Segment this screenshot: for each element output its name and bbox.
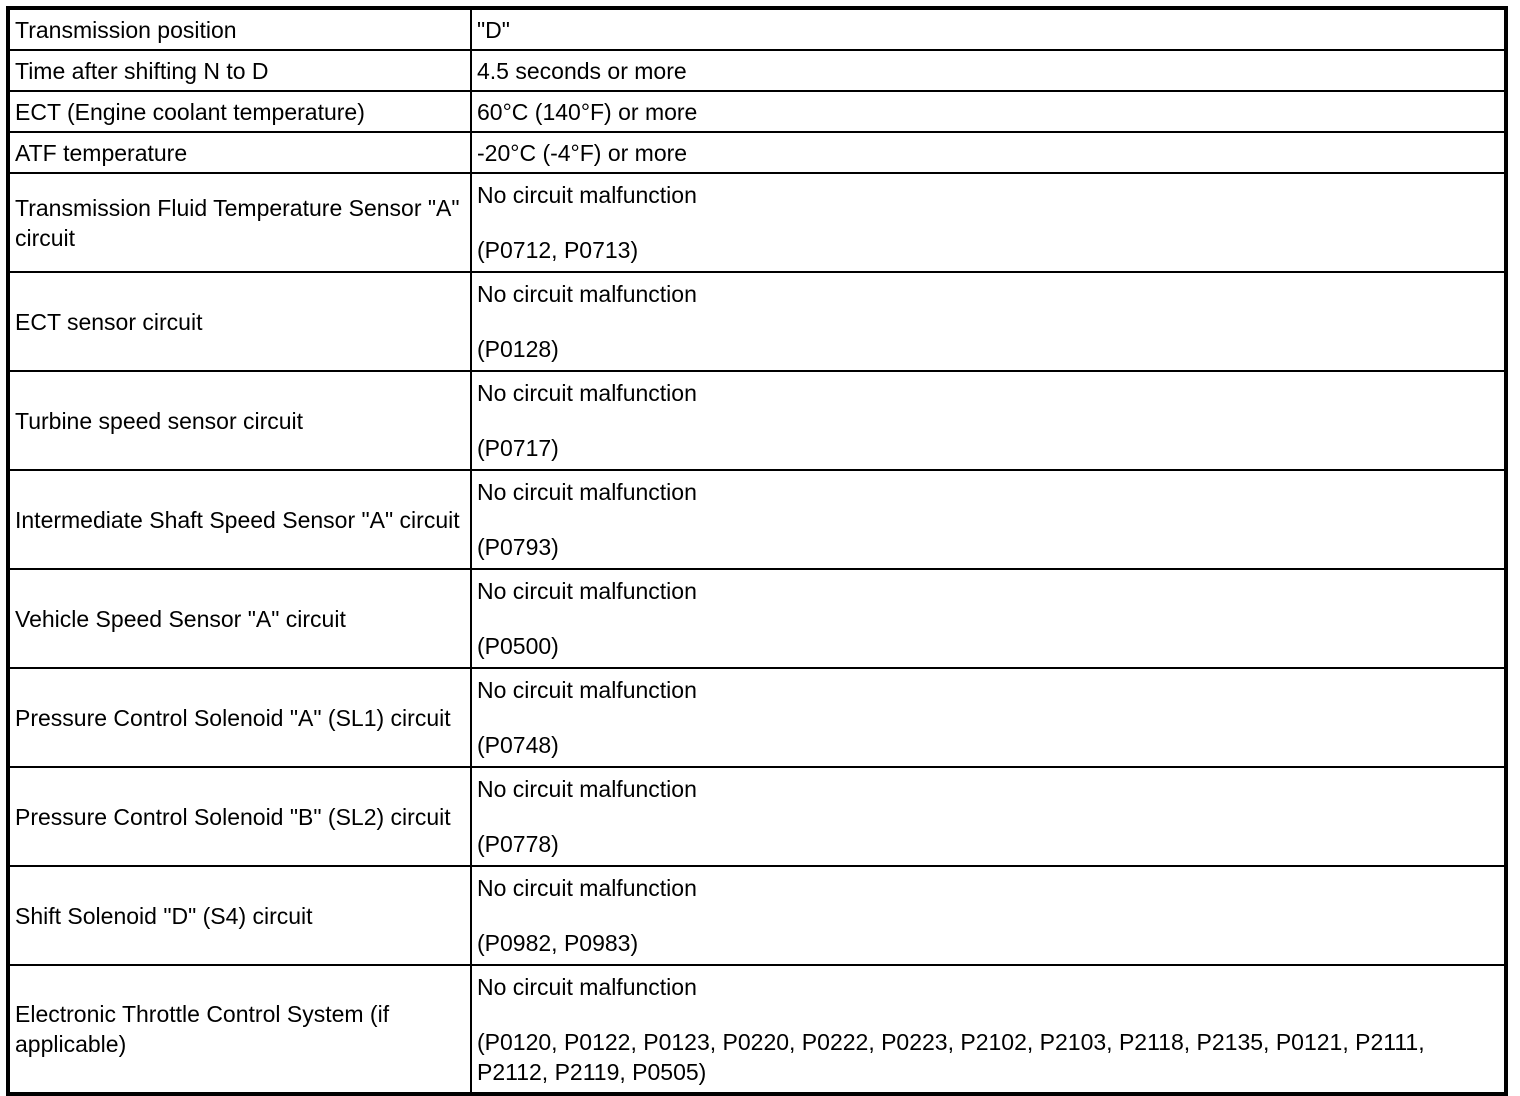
condition-text: No circuit malfunction — [477, 281, 697, 307]
dtc-codes: (P0128) — [477, 336, 559, 362]
condition-cell — [471, 668, 1506, 767]
table-row — [8, 91, 1506, 132]
dtc-codes: (P0120, P0122, P0123, P0220, P0222, P0223, P2102, P2103, P2118, P2135, P0121, P2111, P2112, P2119, P0505) — [477, 1029, 1425, 1085]
table-row — [8, 50, 1506, 91]
condition-cell — [471, 569, 1506, 668]
conditions-table — [6, 6, 1508, 1096]
table-row — [8, 767, 1506, 866]
parameter-cell: Time after shifting N to D — [8, 50, 471, 91]
condition-text: No circuit malfunction — [477, 677, 697, 703]
table-row — [8, 668, 1506, 767]
dtc-codes: (P0500) — [477, 633, 559, 659]
dtc-codes: (P0982, P0983) — [477, 930, 639, 956]
condition-cell — [471, 173, 1506, 272]
table-row — [8, 272, 1506, 371]
table-row — [8, 965, 1506, 1094]
table-row — [8, 470, 1506, 569]
parameter-cell: Pressure Control Solenoid "B" (SL2) circuit — [8, 767, 471, 866]
parameter-cell: Shift Solenoid "D" (S4) circuit — [8, 866, 471, 965]
condition-cell: -20°C (-4°F) or more — [471, 132, 1506, 173]
table-row — [8, 132, 1506, 173]
parameter-cell: Transmission position — [8, 8, 471, 50]
condition-cell: 60°C (140°F) or more — [471, 91, 1506, 132]
condition-cell — [471, 866, 1506, 965]
parameter-cell: Intermediate Shaft Speed Sensor "A" circuit — [8, 470, 471, 569]
parameter-cell: ECT (Engine coolant temperature) — [8, 91, 471, 132]
condition-text: No circuit malfunction — [477, 776, 697, 802]
parameter-cell: Electronic Throttle Control System (if applicable) — [8, 965, 471, 1094]
table-row — [8, 569, 1506, 668]
dtc-codes: (P0717) — [477, 435, 559, 461]
table-row — [8, 866, 1506, 965]
condition-cell: 4.5 seconds or more — [471, 50, 1506, 91]
condition-text: No circuit malfunction — [477, 974, 697, 1000]
parameter-cell: ECT sensor circuit — [8, 272, 471, 371]
table-row — [8, 8, 1506, 50]
dtc-codes: (P0778) — [477, 831, 559, 857]
condition-cell — [471, 272, 1506, 371]
table-row — [8, 173, 1506, 272]
condition-text: No circuit malfunction — [477, 479, 697, 505]
condition-cell — [471, 767, 1506, 866]
parameter-cell: Transmission Fluid Temperature Sensor "A" circuit — [8, 173, 471, 272]
condition-cell — [471, 470, 1506, 569]
parameter-cell: ATF temperature — [8, 132, 471, 173]
condition-cell: "D" — [471, 8, 1506, 50]
parameter-cell: Turbine speed sensor circuit — [8, 371, 471, 470]
condition-text: No circuit malfunction — [477, 875, 697, 901]
dtc-codes: (P0712, P0713) — [477, 237, 639, 263]
table-row — [8, 371, 1506, 470]
dtc-codes: (P0793) — [477, 534, 559, 560]
condition-text: No circuit malfunction — [477, 578, 697, 604]
parameter-cell: Vehicle Speed Sensor "A" circuit — [8, 569, 471, 668]
parameter-cell: Pressure Control Solenoid "A" (SL1) circuit — [8, 668, 471, 767]
condition-cell — [471, 371, 1506, 470]
condition-text: No circuit malfunction — [477, 182, 697, 208]
condition-cell — [471, 965, 1506, 1094]
dtc-codes: (P0748) — [477, 732, 559, 758]
condition-text: No circuit malfunction — [477, 380, 697, 406]
